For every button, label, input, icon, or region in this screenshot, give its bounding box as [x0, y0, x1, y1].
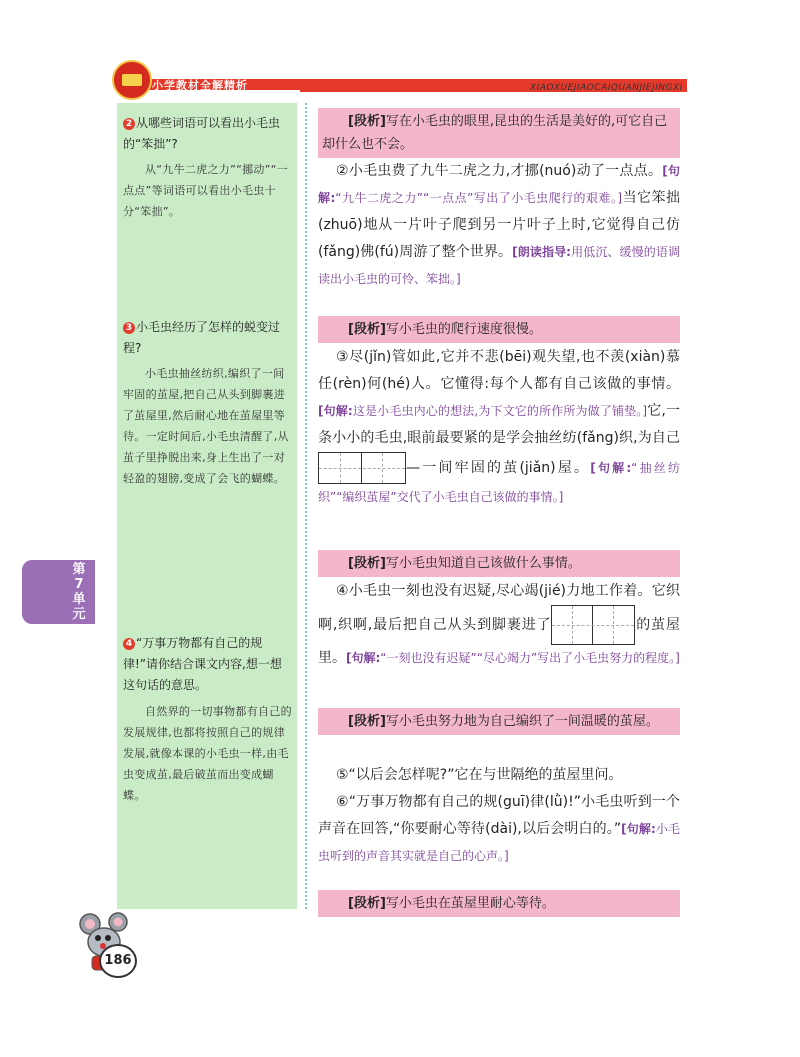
paragraph-text: ⑥“万事万物都有自己的规(guī)律(lǜ)!”小毛虫听到一个声音在回答,“你要耐心等待(dài),以后会明白的。” — [318, 794, 680, 837]
segment-analysis-2 — [318, 316, 680, 343]
book-logo-icon — [112, 60, 152, 100]
question-4 — [123, 633, 293, 696]
segment-tag: [段析] — [348, 322, 386, 337]
paragraph-text: ⑤“以后会怎样呢?”它在与世隔绝的茧屋里问。 — [336, 767, 623, 783]
segment-text: 写小毛虫的爬行速度很慢。 — [385, 322, 542, 337]
answer-3: 小毛虫抽丝纺织,编织了一间牢固的茧屋,把自己从头到脚裹进了茧屋里,然后耐心地在茧屋里等待。一定时间后,小毛虫清醒了,从茧子里挣脱出来,身上生出了一对轻盈的翅膀,变成了会飞的蝴蝶。 — [123, 367, 289, 485]
note-text: 用低沉、缓慢的语调读出小毛虫的可怜、笨拙。] — [318, 245, 680, 286]
question-text: 从哪些词语可以看出小毛虫的“笨拙”? — [123, 116, 281, 151]
note-text: “一刻也没有迟疑”“尽心竭力”写出了小毛虫努力的程度。] — [380, 651, 680, 665]
note-text: “九牛二虎之力”“一点点”写出了小毛虫爬行的艰难。] — [335, 191, 623, 205]
page-number: 186 — [99, 944, 137, 978]
segment-analysis-1 — [318, 108, 680, 158]
question-3 — [123, 317, 293, 359]
paragraph-2 — [318, 158, 680, 293]
note-label: [句解: — [590, 461, 632, 475]
question-number-badge: 2 — [123, 118, 135, 130]
paragraph-text: 一间牢固的茧(jiǎn)屋。 — [420, 460, 591, 476]
paragraph-4 — [318, 578, 680, 672]
note-label: [句解: — [346, 651, 381, 665]
segment-analysis-3 — [318, 550, 680, 577]
note-text: 小毛虫听到的声音其实就是自己的心声。] — [318, 822, 680, 863]
segment-text: 写小毛虫知道自己该做什么事情。 — [385, 556, 581, 571]
paragraph-text: ③尽(jǐn)管如此,它并不悲(bēi)观失望,也不羡(xiàn)慕任(rèn)何(hé)人。它懂得:每个人都有自己该做的事情。 — [318, 349, 680, 392]
writing-grid[interactable] — [551, 605, 635, 645]
segment-tag: [段析] — [348, 714, 386, 729]
note-label: [句解: — [621, 822, 656, 836]
question-text: “万事万物都有自己的规律!”请你结合课文内容,想一想这句话的意思。 — [123, 636, 282, 692]
note-label: [朗读指导: — [512, 245, 571, 259]
segment-tag: [段析] — [348, 114, 386, 129]
answer-4: 自然界的一切事物都有自己的发展规律,也都将按照自己的规律发展,就像本课的小毛虫一样,由毛虫变成茧,最后破茧而出变成蝴蝶。 — [123, 705, 292, 802]
unit-label: 第7单元 — [72, 562, 86, 622]
segment-text: 写小毛虫在茧屋里耐心等待。 — [385, 896, 555, 911]
paragraph-5 — [318, 762, 680, 789]
note-text: “抽丝纺织”“编织茧屋”交代了小毛虫自己该做的事情。] — [318, 461, 681, 504]
paragraph-6 — [318, 789, 680, 870]
question-panel — [117, 103, 297, 909]
writing-grid[interactable] — [318, 452, 406, 484]
question-number-badge: 3 — [123, 322, 135, 334]
segment-tag: [段析] — [348, 896, 386, 911]
paragraph-text: 的茧屋里。 — [318, 617, 681, 666]
paragraph-text: 它,一条小小的毛虫,眼前最要紧的是学会抽丝纺(fǎng)织,为自己 — [318, 403, 680, 446]
note-label: [句解: — [318, 404, 353, 418]
segment-text: 写在小毛虫的眼里,昆虫的生活是美好的,可它自己却什么也不会。 — [322, 114, 668, 152]
paragraph-text: ②小毛虫费了九牛二虎之力,才挪(nuó)动了一点点。 — [336, 163, 663, 179]
column-divider — [305, 103, 307, 909]
note-label: [句解: — [318, 164, 680, 205]
header-pinyin: XIAOXUEJIAOCAIQUANJIEJINGXI — [530, 83, 683, 93]
answer-2: 从“九牛二虎之力”“挪动”“一点点”等词语可以看出小毛虫十分“笨拙”。 — [123, 163, 288, 218]
paragraph-text: 当它笨拙(zhuō)地从一片叶子爬到另一片叶子上时,它觉得自己仿(fǎng)佛(fú)周游了整个世界。 — [318, 190, 680, 260]
segment-analysis-4 — [318, 708, 680, 735]
paragraph-text: ④小毛虫一刻也没有迟疑,尽心竭(jié)力地工作着。它织啊,织啊,最后把自己从头到脚裹进了 — [318, 583, 680, 633]
segment-analysis-5 — [318, 890, 680, 917]
segment-text: 写小毛虫努力地为自己编织了一间温暖的茧屋。 — [385, 714, 659, 729]
question-number-badge: 4 — [123, 638, 135, 650]
question-text: 小毛虫经历了怎样的蜕变过程? — [123, 320, 281, 355]
paragraph-3: ③尽(jǐn)管如此,它并不悲(bēi)观失望,也不羡(xiàn)慕任(rèn)何(hé)人。它懂得:每个人都有自己该做的事情。[句解:这是小毛虫内心的想法,为下文它的所作所为做了铺垫。]它,一条小小的毛虫,眼前最要紧的是学会抽丝纺(fǎng)织,为自己 —一间牢固的茧(jiǎn)屋。[句解:“抽丝纺织”“编织茧屋”交代了小毛虫自己该做的事情。] — [318, 349, 681, 504]
question-2 — [123, 113, 293, 155]
header-title: 小学教材全解精析 — [152, 79, 248, 92]
segment-tag: [段析] — [348, 556, 386, 571]
note-text: 这是小毛虫内心的想法,为下文它的所作所为做了铺垫。] — [352, 404, 648, 418]
